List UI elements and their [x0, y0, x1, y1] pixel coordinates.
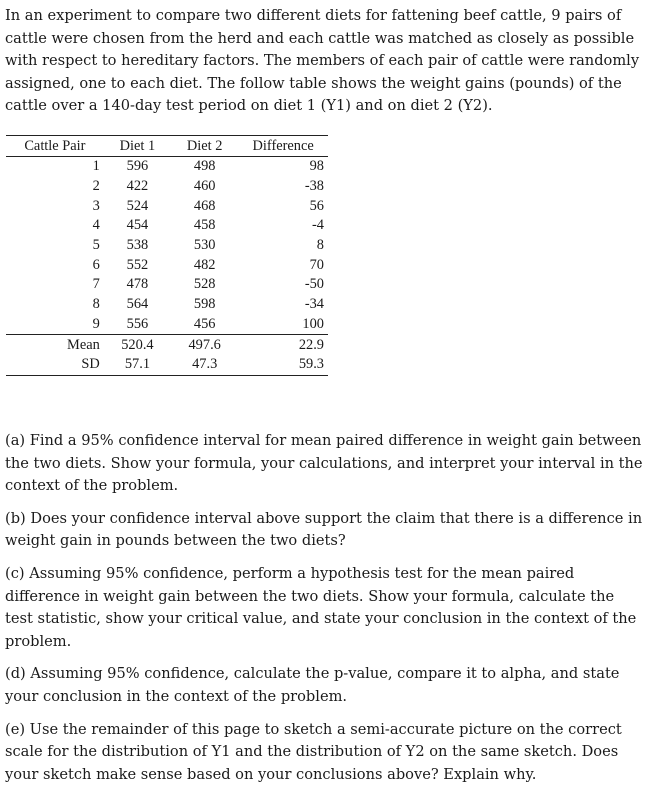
cell-difference: -38: [304, 178, 324, 195]
cell-diet-1: 564: [126, 296, 149, 313]
summary-label-sd: SD: [81, 356, 100, 373]
cell-pair: 2: [92, 178, 100, 195]
header-row: [6, 136, 328, 157]
question-d: (d) Assuming 95% confidence, calculate the p-value, compare it to alpha, and state your conclusion in the context of the problem.: [5, 665, 620, 705]
cell-difference: -4: [312, 217, 324, 234]
header-diet-1: Diet 1: [119, 137, 156, 154]
summary-label-mean: Mean: [67, 336, 100, 353]
cell-difference: -50: [304, 276, 324, 293]
cell-difference: 8: [316, 237, 324, 254]
cell-diet-2: 482: [193, 256, 216, 273]
sd-difference: 59.3: [298, 356, 324, 373]
cell-pair: 9: [92, 315, 100, 332]
table-row: [6, 295, 328, 315]
question-e: (e) Use the remainder of this page to sketch a semi-accurate picture on the correct scale for the distribution of Y1 and the distribution of Y2 on the same sketch. Does your sketch make sense based on your conclusions above? Explain why.: [5, 720, 622, 783]
cell-diet-2: 498: [193, 158, 216, 175]
cell-pair: 4: [92, 217, 100, 234]
header-difference: Difference: [252, 137, 314, 154]
table-row: [6, 275, 328, 295]
cell-diet-1: 478: [126, 276, 149, 293]
sd-diet-2: 47.3: [192, 356, 218, 373]
cell-difference: 70: [309, 256, 324, 273]
cell-difference: -34: [304, 296, 324, 313]
cell-difference: 56: [309, 197, 324, 214]
table-row: [6, 177, 328, 197]
cell-diet-1: 538: [126, 237, 149, 254]
cell-pair: 8: [92, 296, 100, 313]
cell-diet-1: 422: [126, 178, 149, 195]
table-row: [6, 315, 328, 335]
table-row: [6, 157, 328, 177]
cell-pair: 1: [92, 158, 100, 175]
table-row: [6, 196, 328, 216]
cell-diet-1: 596: [126, 158, 149, 175]
cell-pair: 7: [92, 276, 100, 293]
summary-row-mean: [6, 335, 328, 355]
questions-section: [5, 430, 645, 796]
weight-gain-table: [6, 135, 328, 376]
cell-diet-1: 556: [126, 315, 149, 332]
cell-diet-2: 598: [193, 296, 216, 313]
mean-diet-1: 520.4: [121, 336, 154, 353]
sd-diet-1: 57.1: [124, 356, 151, 373]
mean-difference: 22.9: [298, 336, 324, 353]
question-b: (b) Does your confidence interval above support the claim that there is a difference in weight gain in pounds between the two diets?: [5, 509, 643, 550]
cell-pair: 3: [92, 197, 100, 214]
question-c: (c) Assuming 95% confidence, perform a hypothesis test for the mean paired difference in weight gain between the two diets. Show your formula, calculate the test statistic, show your critical value, and state your conclusion in the context of the problem.: [5, 564, 637, 650]
cell-pair: 6: [92, 256, 100, 273]
table-row: [6, 236, 328, 256]
mean-diet-2: 497.6: [188, 336, 221, 353]
header-diet-2: Diet 2: [186, 137, 223, 154]
cell-difference: 100: [302, 315, 324, 332]
table-row: [6, 255, 328, 275]
header-cattle-pair: Cattle Pair: [24, 137, 86, 154]
cell-diet-2: 460: [193, 178, 216, 195]
cell-pair: 5: [92, 237, 100, 254]
intro-paragraph: In an experiment to compare two different diets for fattening beef cattle, 9 pairs of cattle were chosen from the herd and each cattle was matched as closely as possible with respect to hereditary factors. The members of each pair of cattle were randomly assigned, one to each diet. The follow table shows the weight gains (pounds) of the cattle over a 140-day test period on diet 1 (Y1) and on diet 2 (Y2).: [5, 7, 640, 115]
table-header: [6, 136, 328, 157]
summary-row-sd: [6, 355, 328, 375]
table-body: [6, 157, 328, 335]
cell-diet-2: 468: [193, 197, 216, 214]
table-summary: [6, 335, 328, 375]
weight-gain-table-container: [6, 135, 328, 376]
cell-diet-2: 528: [193, 276, 216, 293]
cell-diet-2: 456: [193, 315, 216, 332]
cell-difference: 98: [309, 158, 324, 175]
cell-diet-2: 530: [193, 237, 216, 254]
cell-diet-1: 524: [126, 197, 149, 214]
table-row: [6, 216, 328, 236]
question-a: (a) Find a 95% confidence interval for mean paired difference in weight gain between the two diets. Show your formula, your calculations, and interpret your interval in the context of the problem.: [5, 432, 643, 495]
cell-diet-2: 458: [193, 217, 216, 234]
cell-diet-1: 552: [126, 256, 149, 273]
cell-diet-1: 454: [126, 217, 149, 234]
